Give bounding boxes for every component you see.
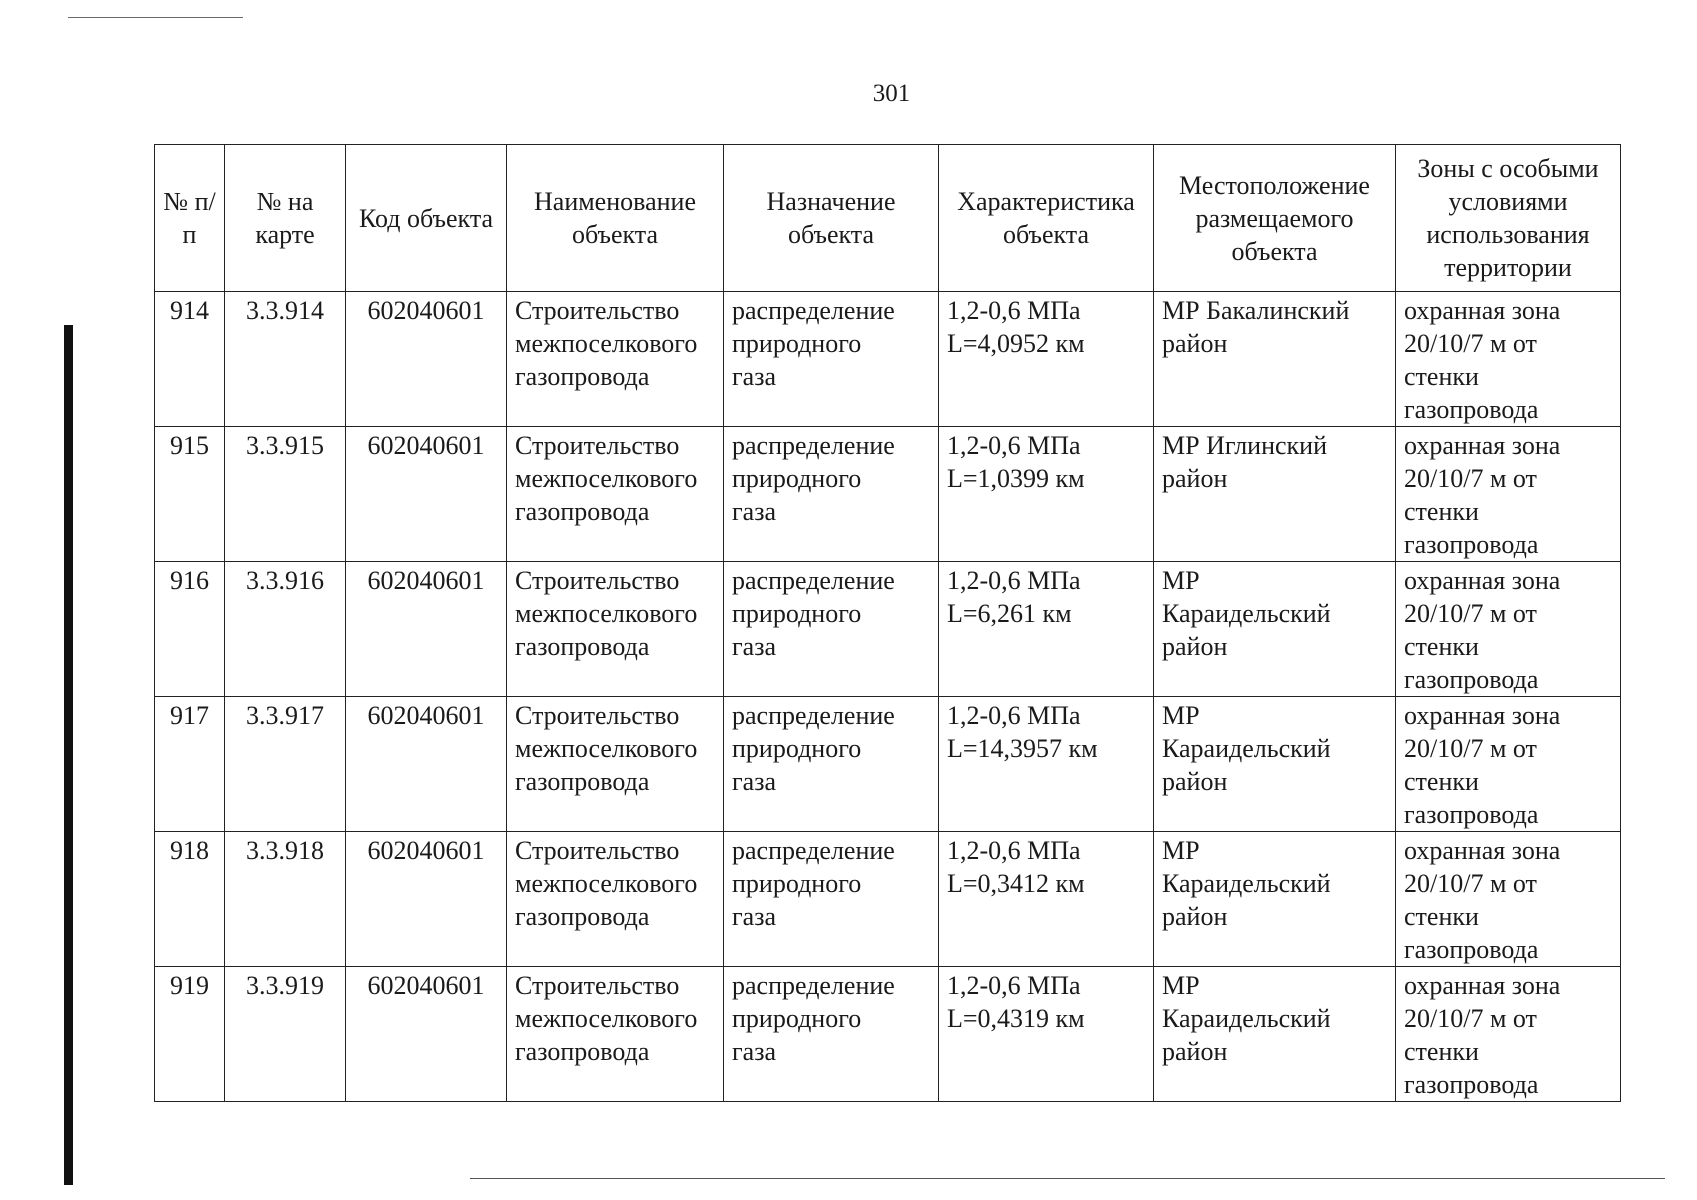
cell-special-zone-line: газопровода [1404, 935, 1539, 964]
scan-artifact-line-top [68, 17, 243, 18]
page-number: 301 [872, 80, 911, 107]
cell-special-zone-line: стенки [1404, 902, 1479, 931]
cell-object-purpose-line: распределение [732, 836, 895, 865]
header-special-zones: Зоны с особыми условиями использования территории [1396, 145, 1621, 292]
table-row [155, 562, 1621, 697]
cell-object-spec [939, 427, 1154, 562]
cell-special-zone-line: охранная зона [1404, 701, 1561, 730]
header-num: № п/п [155, 145, 225, 292]
cell-object-spec-line: L=0,4319 км [947, 1004, 1085, 1033]
cell-object-purpose-line: газа [732, 632, 777, 661]
table-body [155, 292, 1621, 1102]
cell-object-spec-line: L=0,3412 км [947, 869, 1085, 898]
cell-object-location [1154, 292, 1396, 427]
cell-object-name-line: газопровода [515, 362, 650, 391]
table-row [155, 967, 1621, 1102]
cell-object-spec [939, 832, 1154, 967]
cell-special-zone-line: 20/10/7 м от [1404, 464, 1537, 493]
cell-object-purpose-line: газа [732, 497, 777, 526]
cell-object-name-line: газопровода [515, 767, 650, 796]
cell-object-code: 602040601 [346, 697, 507, 832]
cell-object-name-line: газопровода [515, 497, 650, 526]
cell-object-purpose [724, 967, 939, 1102]
cell-special-zone [1396, 292, 1621, 427]
cell-object-purpose [724, 697, 939, 832]
table-row [155, 697, 1621, 832]
header-object-name: Наименование объекта [507, 145, 724, 292]
cell-object-code: 602040601 [346, 427, 507, 562]
cell-object-location-line: район [1162, 329, 1228, 358]
cell-special-zone [1396, 967, 1621, 1102]
cell-object-name [507, 697, 724, 832]
cell-object-name-line: Строительство [515, 296, 680, 325]
cell-object-name-line: Строительство [515, 971, 680, 1000]
cell-special-zone-line: стенки [1404, 497, 1479, 526]
cell-special-zone [1396, 427, 1621, 562]
cell-object-purpose [724, 292, 939, 427]
cell-object-spec [939, 697, 1154, 832]
cell-object-name-line: межпоселкового [515, 329, 698, 358]
cell-object-location-line: МР [1162, 701, 1200, 730]
cell-object-purpose [724, 832, 939, 967]
cell-object-name-line: межпоселкового [515, 734, 698, 763]
cell-object-code: 602040601 [346, 832, 507, 967]
table-row [155, 427, 1621, 562]
cell-special-zone-line: стенки [1404, 1037, 1479, 1066]
cell-object-purpose-line: распределение [732, 431, 895, 460]
cell-map-number: 3.3.915 [225, 427, 346, 562]
cell-object-purpose-line: газа [732, 902, 777, 931]
cell-object-spec-line: 1,2-0,6 МПа [947, 296, 1081, 325]
cell-map-number: 3.3.917 [225, 697, 346, 832]
objects-table [154, 144, 1621, 1102]
cell-special-zone-line: газопровода [1404, 800, 1539, 829]
header-object-code: Код объекта [346, 145, 507, 292]
header-map-number: № на карте [225, 145, 346, 292]
cell-object-name [507, 832, 724, 967]
cell-special-zone-line: газопровода [1404, 395, 1539, 424]
cell-object-code: 602040601 [346, 292, 507, 427]
cell-object-purpose-line: природного [732, 329, 862, 358]
header-object-location: Местоположение размещаемого объекта [1154, 145, 1396, 292]
cell-special-zone-line: охранная зона [1404, 836, 1561, 865]
cell-num: 915 [155, 427, 225, 562]
cell-special-zone-line: 20/10/7 м от [1404, 869, 1537, 898]
cell-object-purpose-line: природного [732, 1004, 862, 1033]
cell-object-name-line: газопровода [515, 902, 650, 931]
cell-object-purpose-line: природного [732, 734, 862, 763]
cell-object-location-line: Караидельский [1162, 599, 1331, 628]
cell-object-location-line: Караидельский [1162, 1004, 1331, 1033]
cell-object-location-line: район [1162, 902, 1228, 931]
cell-map-number: 3.3.914 [225, 292, 346, 427]
cell-object-location [1154, 697, 1396, 832]
cell-object-location-line: МР Бакалинский [1162, 296, 1350, 325]
cell-object-name-line: межпоселкового [515, 599, 698, 628]
cell-special-zone-line: 20/10/7 м от [1404, 599, 1537, 628]
cell-object-purpose-line: газа [732, 362, 777, 391]
cell-object-purpose-line: газа [732, 1037, 777, 1066]
cell-special-zone-line: 20/10/7 м от [1404, 734, 1537, 763]
cell-object-purpose-line: распределение [732, 296, 895, 325]
cell-object-spec [939, 292, 1154, 427]
cell-object-purpose [724, 562, 939, 697]
cell-object-name-line: Строительство [515, 566, 680, 595]
cell-object-location-line: район [1162, 632, 1228, 661]
cell-object-spec-line: 1,2-0,6 МПа [947, 971, 1081, 1000]
cell-special-zone [1396, 832, 1621, 967]
cell-object-purpose-line: распределение [732, 701, 895, 730]
header-object-spec: Характеристика объекта [939, 145, 1154, 292]
cell-object-name-line: межпоселкового [515, 464, 698, 493]
cell-object-code: 602040601 [346, 562, 507, 697]
cell-object-name [507, 427, 724, 562]
cell-object-purpose-line: природного [732, 464, 862, 493]
cell-object-name-line: межпоселкового [515, 869, 698, 898]
table-header-row [155, 145, 1621, 292]
cell-object-purpose-line: природного [732, 869, 862, 898]
cell-special-zone-line: охранная зона [1404, 296, 1561, 325]
cell-object-purpose-line: распределение [732, 971, 895, 1000]
cell-special-zone-line: 20/10/7 м от [1404, 1004, 1537, 1033]
cell-object-location [1154, 427, 1396, 562]
cell-object-location-line: Караидельский [1162, 734, 1331, 763]
cell-object-location-line: район [1162, 1037, 1228, 1066]
cell-map-number: 3.3.919 [225, 967, 346, 1102]
cell-object-spec-line: L=6,261 км [947, 599, 1072, 628]
cell-object-location-line: район [1162, 464, 1228, 493]
cell-special-zone [1396, 697, 1621, 832]
cell-object-code: 602040601 [346, 967, 507, 1102]
cell-object-location [1154, 967, 1396, 1102]
cell-object-location-line: МР [1162, 566, 1200, 595]
cell-special-zone-line: охранная зона [1404, 971, 1561, 1000]
cell-object-spec-line: L=14,3957 км [947, 734, 1098, 763]
cell-special-zone-line: 20/10/7 м от [1404, 329, 1537, 358]
cell-special-zone-line: стенки [1404, 767, 1479, 796]
cell-object-spec-line: 1,2-0,6 МПа [947, 431, 1081, 460]
cell-special-zone-line: охранная зона [1404, 566, 1561, 595]
cell-object-spec-line: 1,2-0,6 МПа [947, 566, 1081, 595]
cell-object-name [507, 967, 724, 1102]
cell-object-name-line: Строительство [515, 836, 680, 865]
cell-object-name-line: межпоселкового [515, 1004, 698, 1033]
cell-special-zone-line: газопровода [1404, 665, 1539, 694]
cell-object-name-line: Строительство [515, 701, 680, 730]
cell-special-zone-line: газопровода [1404, 1070, 1539, 1099]
cell-object-location [1154, 832, 1396, 967]
scan-artifact-line-bottom [470, 1178, 1665, 1179]
cell-special-zone [1396, 562, 1621, 697]
cell-object-spec-line: 1,2-0,6 МПа [947, 836, 1081, 865]
cell-special-zone-line: стенки [1404, 362, 1479, 391]
cell-object-location-line: МР Иглинский [1162, 431, 1328, 460]
cell-object-name-line: Строительство [515, 431, 680, 460]
cell-object-name-line: газопровода [515, 632, 650, 661]
cell-object-spec-line: L=1,0399 км [947, 464, 1085, 493]
cell-object-purpose-line: природного [732, 599, 862, 628]
cell-object-location [1154, 562, 1396, 697]
cell-object-location-line: район [1162, 767, 1228, 796]
cell-object-purpose [724, 427, 939, 562]
cell-object-name-line: газопровода [515, 1037, 650, 1066]
cell-object-spec [939, 562, 1154, 697]
cell-object-purpose-line: газа [732, 767, 777, 796]
cell-special-zone-line: стенки [1404, 632, 1479, 661]
table-row [155, 292, 1621, 427]
cell-object-spec [939, 967, 1154, 1102]
cell-special-zone-line: охранная зона [1404, 431, 1561, 460]
cell-num: 916 [155, 562, 225, 697]
cell-object-spec-line: L=4,0952 км [947, 329, 1085, 358]
cell-object-purpose-line: распределение [732, 566, 895, 595]
cell-object-name [507, 292, 724, 427]
cell-object-spec-line: 1,2-0,6 МПа [947, 701, 1081, 730]
cell-num: 914 [155, 292, 225, 427]
cell-object-name [507, 562, 724, 697]
cell-num: 918 [155, 832, 225, 967]
cell-object-location-line: МР [1162, 971, 1200, 1000]
scan-artifact-bar-left [64, 325, 73, 1185]
cell-num: 917 [155, 697, 225, 832]
cell-map-number: 3.3.918 [225, 832, 346, 967]
cell-special-zone-line: газопровода [1404, 530, 1539, 559]
cell-object-location-line: Караидельский [1162, 869, 1331, 898]
cell-num: 919 [155, 967, 225, 1102]
cell-object-location-line: МР [1162, 836, 1200, 865]
header-object-purpose: Назначение объекта [724, 145, 939, 292]
cell-map-number: 3.3.916 [225, 562, 346, 697]
table-row [155, 832, 1621, 967]
